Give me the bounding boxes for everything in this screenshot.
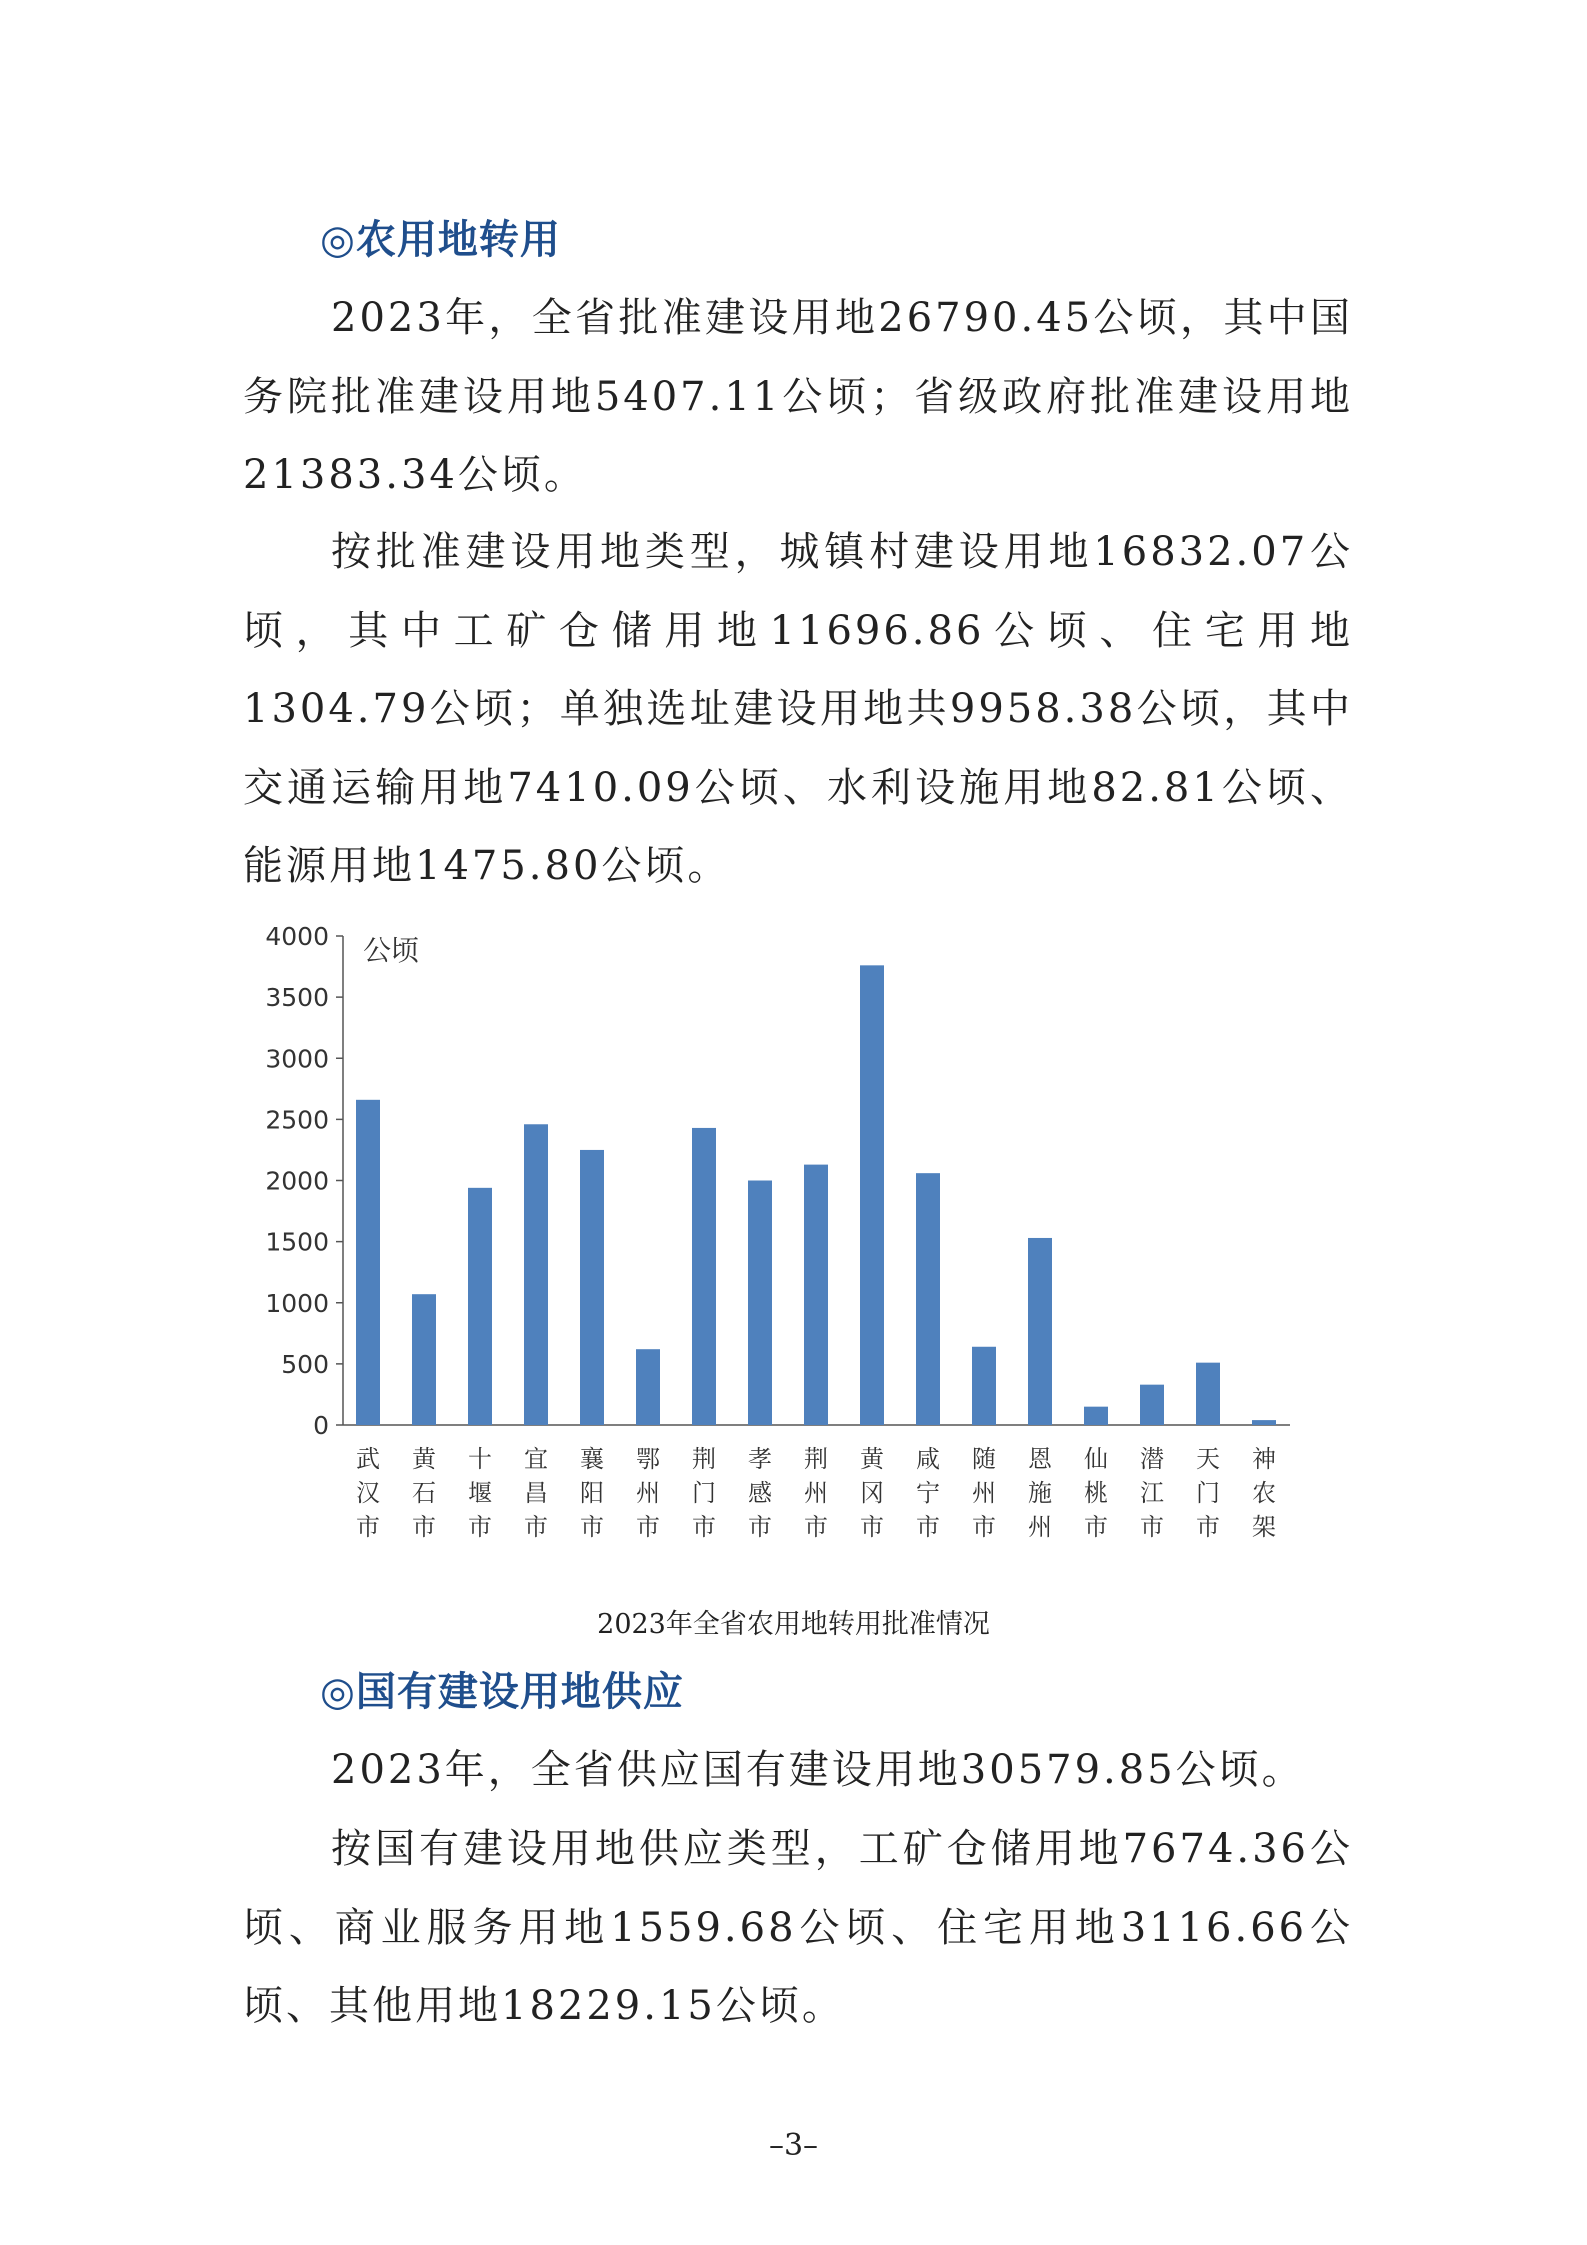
bar-宜昌市	[524, 1124, 548, 1425]
bar-黄冈市	[860, 965, 884, 1425]
y-unit-label: 公顷	[363, 934, 420, 967]
page-number: –3–	[768, 2128, 819, 2163]
bar-襄阳市	[580, 1150, 604, 1425]
x-tick-label-鄂州市: 鄂州市	[636, 1445, 660, 1541]
x-tick-label-仙桃市: 仙桃市	[1084, 1445, 1108, 1541]
x-tick-label-恩施州: 恩施州	[1028, 1445, 1052, 1541]
y-tick-label-3000: 3000	[265, 1044, 329, 1074]
bar-武汉市	[356, 1100, 380, 1425]
bar-潜江市	[1140, 1385, 1164, 1425]
x-tick-label-孝感市: 孝感市	[748, 1445, 772, 1541]
bar-恩施州	[1028, 1238, 1052, 1425]
paragraph-approved-land-types: 按批准建设用地类型，城镇村建设用地16832.07公顷，其中工矿仓储用地11696.86公顷、住宅用地1304.79公顷；单独选址建设用地共9958.38公顷，其中交通运输用地7410.09公顷、水利设施用地82.81公顷、能源用地1475.80公顷。	[243, 529, 1353, 889]
y-tick-label-2000: 2000	[265, 1166, 329, 1196]
bar-荆州市	[804, 1165, 828, 1425]
x-tick-label-神农架: 神农架	[1252, 1445, 1276, 1541]
y-tick-label-3500: 3500	[265, 983, 329, 1013]
x-tick-label-武汉市: 武汉市	[356, 1445, 380, 1541]
y-tick-label-4000: 4000	[265, 922, 329, 951]
x-tick-label-襄阳市: 襄阳市	[580, 1445, 604, 1541]
bar-黄石市	[412, 1294, 436, 1425]
bar-天门市	[1196, 1363, 1220, 1425]
x-tick-label-十堰市: 十堰市	[468, 1445, 492, 1541]
y-tick-label-1500: 1500	[265, 1227, 329, 1257]
y-tick-label-0: 0	[313, 1411, 329, 1440]
x-tick-label-天门市: 天门市	[1196, 1445, 1220, 1541]
bar-神农架	[1252, 1420, 1276, 1425]
x-tick-label-荆门市: 荆门市	[692, 1445, 716, 1541]
x-tick-label-黄冈市: 黄冈市	[860, 1445, 884, 1541]
x-tick-label-荆州市: 荆州市	[804, 1445, 828, 1541]
bar-咸宁市	[916, 1173, 940, 1425]
x-tick-label-潜江市: 潜江市	[1140, 1445, 1164, 1541]
x-tick-label-随州市: 随州市	[972, 1445, 996, 1541]
chart-caption: 2023年全省农用地转用批准情况	[597, 1609, 990, 1640]
bar-鄂州市	[636, 1349, 660, 1425]
bar-随州市	[972, 1347, 996, 1425]
bar-孝感市	[748, 1181, 772, 1426]
section-heading-farmland-conversion: ◎农用地转用	[320, 217, 561, 263]
paragraph-state-land-total: 2023年，全省供应国有建设用地30579.85公顷。	[331, 1747, 1305, 1793]
x-tick-label-黄石市: 黄石市	[412, 1445, 436, 1541]
paragraph-approved-land-total: 2023年，全省批准建设用地26790.45公顷，其中国务院批准建设用地5407.11公顷；省级政府批准建设用地21383.34公顷。	[243, 295, 1353, 498]
paragraph-state-land-types: 按国有建设用地供应类型，工矿仓储用地7674.36公顷、商业服务用地1559.68公顷、住宅用地3116.66公顷、其他用地18229.15公顷。	[243, 1826, 1353, 2029]
bar-荆门市	[692, 1128, 716, 1425]
bar-仙桃市	[1084, 1407, 1108, 1425]
bar-chart-svg	[240, 905, 1340, 1570]
section-heading-state-land-supply: ◎国有建设用地供应	[320, 1669, 684, 1715]
bar-chart	[240, 905, 1340, 1570]
x-tick-label-宜昌市: 宜昌市	[524, 1445, 548, 1541]
y-tick-label-2500: 2500	[265, 1105, 329, 1135]
x-tick-label-咸宁市: 咸宁市	[916, 1445, 940, 1541]
y-tick-label-500: 500	[281, 1349, 329, 1379]
bar-十堰市	[468, 1188, 492, 1425]
y-tick-label-1000: 1000	[265, 1288, 329, 1318]
